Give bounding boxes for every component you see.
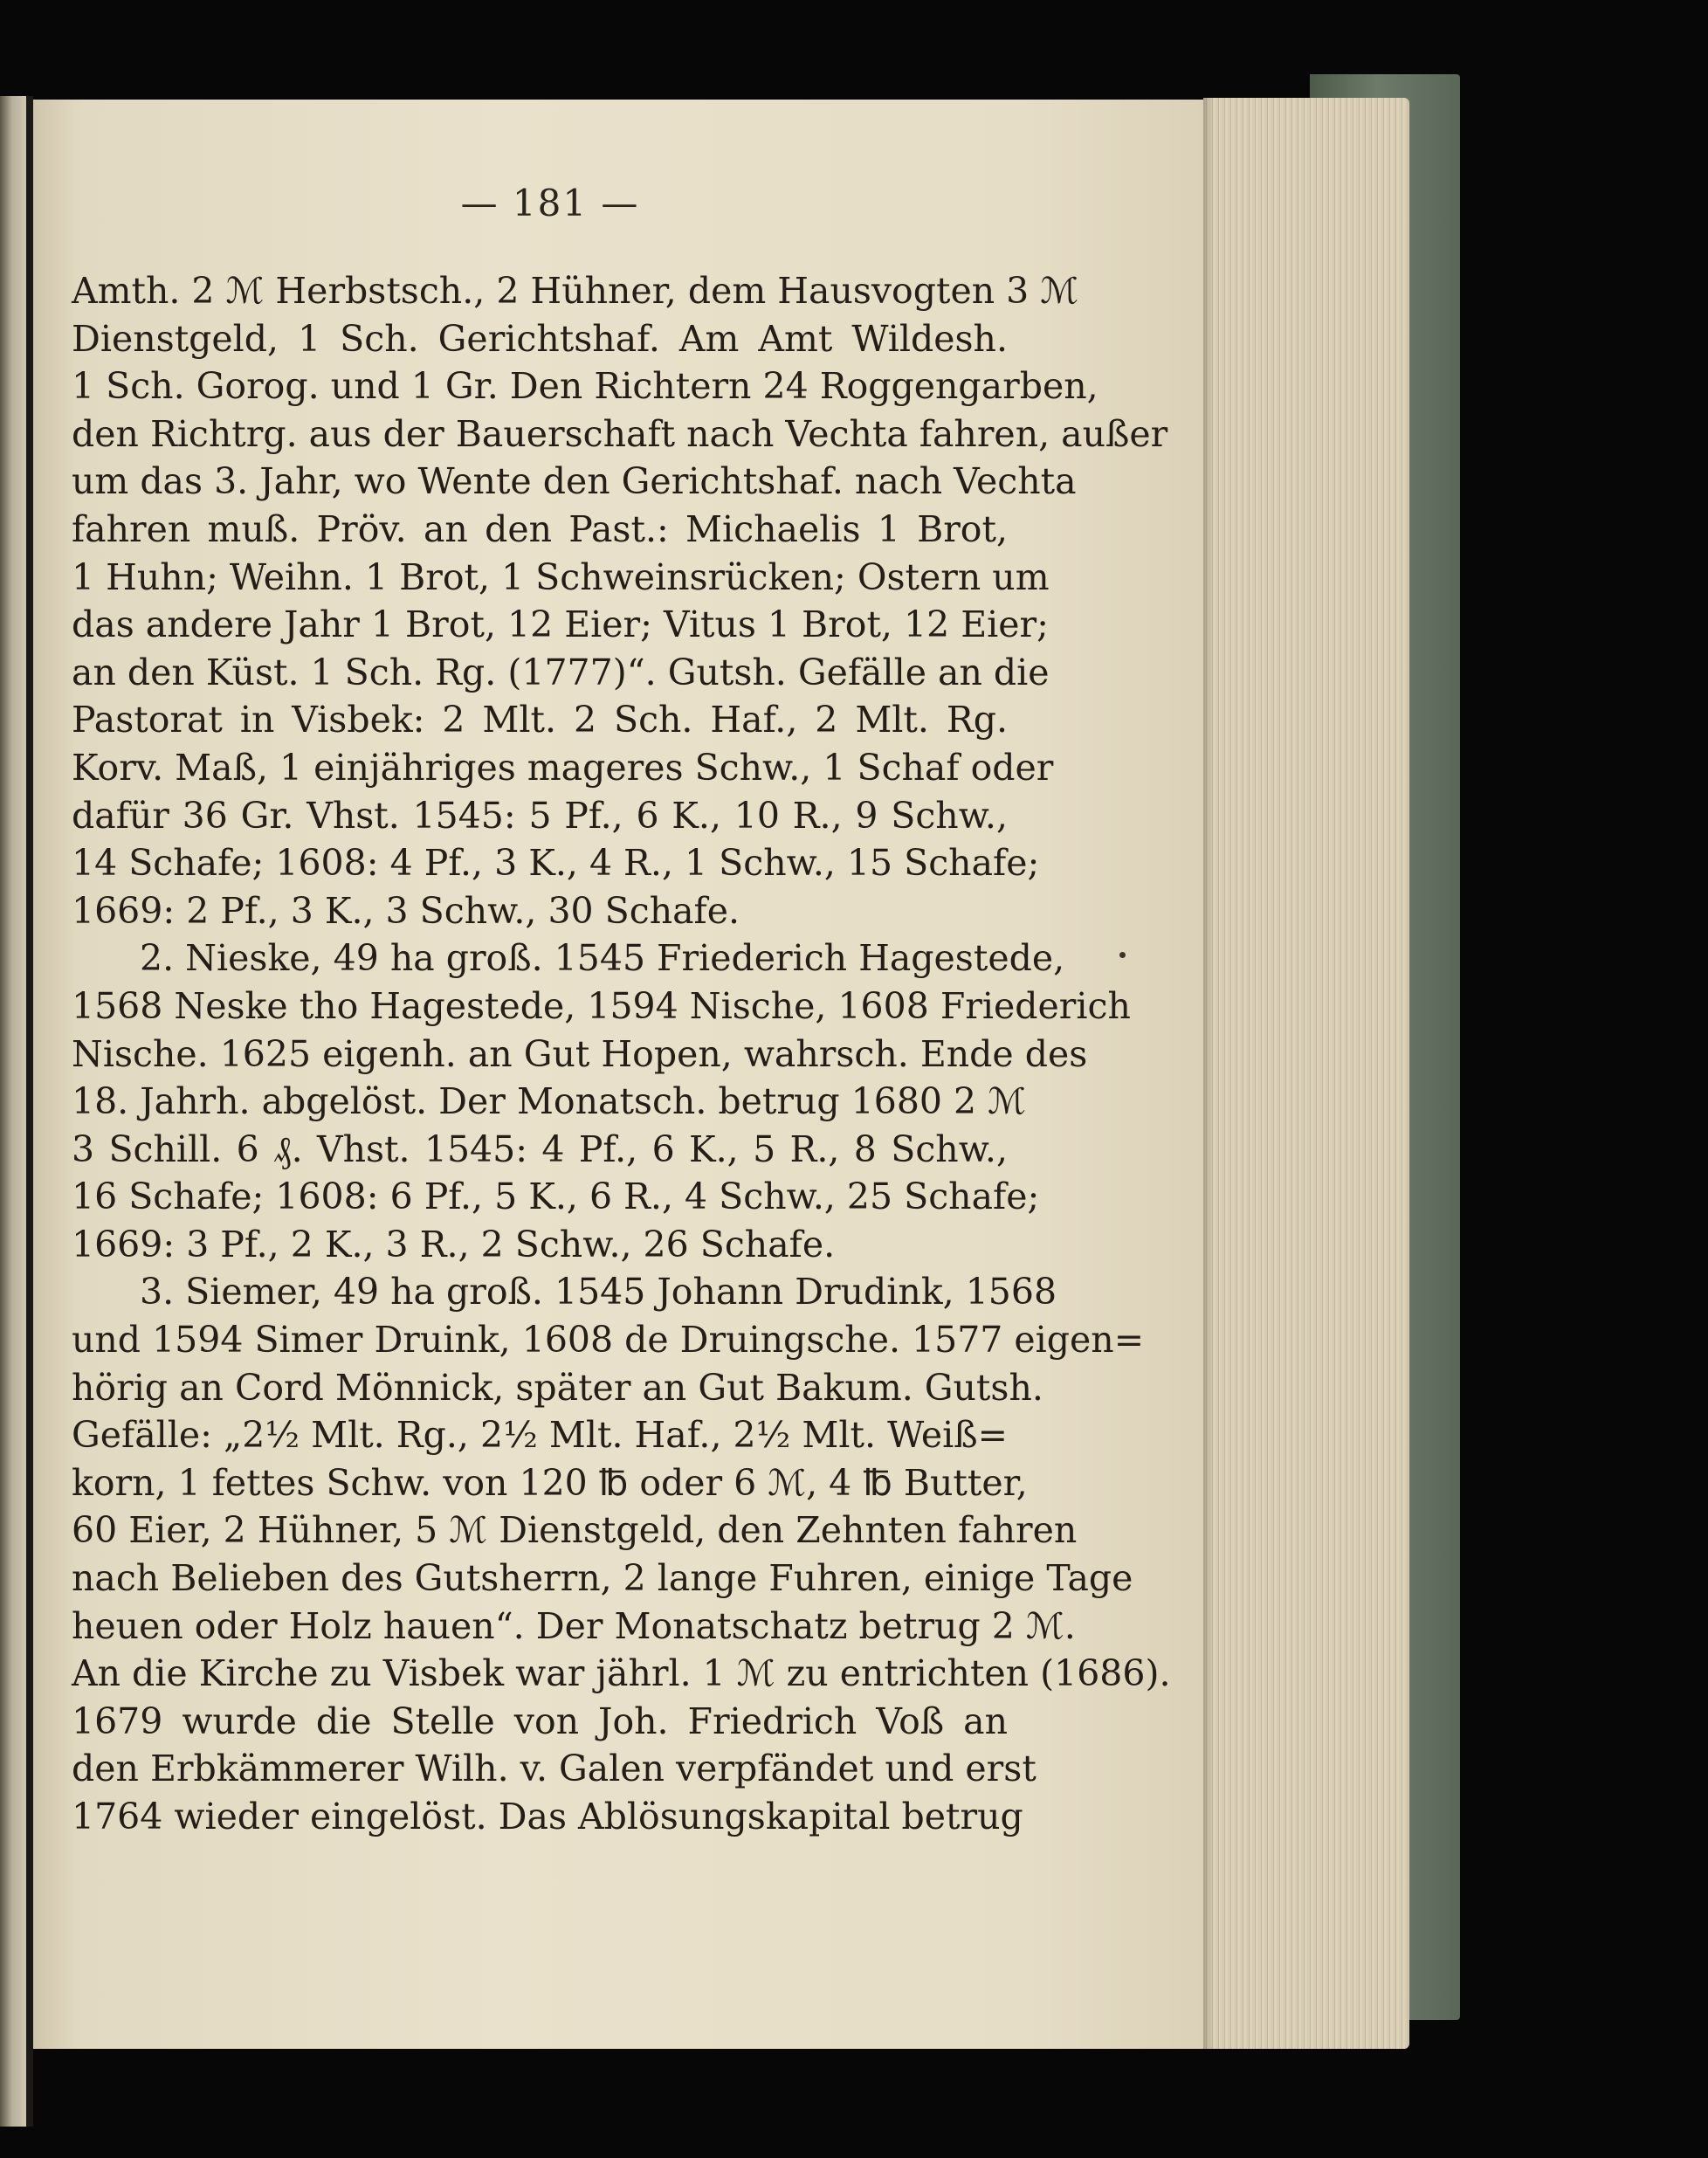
text-line: und 1594 Simer Druink, 1608 de Druingsche. 1577 eigen= — [72, 1319, 1145, 1362]
page-number: — 181 — — [460, 182, 640, 224]
text-line: 1669: 2 Pf., 3 K., 3 Schw., 30 Schafe. — [72, 889, 740, 932]
text-line: das andere Jahr 1 Brot, 12 Eier; Vitus 1 Brot, 12 Eier; — [72, 603, 1049, 646]
text-line: Amth. 2 ℳ Herbstsch., 2 Hühner, dem Hausvogten 3 ℳ — [72, 270, 1079, 312]
text-line: den Erbkämmerer Wilh. v. Galen verpfändet und erst — [72, 1748, 1037, 1790]
text-line: 2. Nieske, 49 ha groß. 1545 Friederich Hagestede, — [140, 937, 1065, 980]
text-line: 1679 wurde die Stelle von Joh. Friedrich Voß an — [72, 1700, 1008, 1742]
page-block-edge — [1203, 98, 1409, 2049]
text-line: 3. Siemer, 49 ha groß. 1545 Johann Drudink, 1568 — [140, 1271, 1057, 1313]
left-page-strip — [0, 96, 30, 2127]
text-line: heuen oder Holz hauen“. Der Monatschatz betrug 2 ℳ. — [72, 1604, 1076, 1647]
text-line: den Richtrg. aus der Bauerschaft nach Vechta fahren, außer — [72, 412, 1168, 455]
text-line: 1764 wieder eingelöst. Das Ablösungskapital betrug — [72, 1796, 1023, 1837]
text-line: 18. Jahrh. abgelöst. Der Monatsch. betrug 1680 2 ℳ — [72, 1080, 1027, 1123]
text-line: 14 Schafe; 1608: 4 Pf., 3 K., 4 R., 1 Schw., 15 Schafe; — [72, 842, 1040, 885]
text-line: Dienstgeld, 1 Sch. Gerichtshaf. Am Amt Wildesh. — [72, 317, 1008, 360]
text-line: an den Küst. 1 Sch. Rg. (1777)“. Gutsh. Gefälle an die — [72, 651, 1050, 693]
text-line: Korv. Maß, 1 einjähriges mageres Schw., 1 Schaf oder — [72, 746, 1054, 789]
text-line: um das 3. Jahr, wo Wente den Gerichtshaf. nach Vechta — [72, 460, 1077, 503]
text-line: 3 Schill. 6 ₰. Vhst. 1545: 4 Pf., 6 K., 5 R., 8 Schw., — [72, 1127, 1008, 1170]
text-line: 1 Sch. Gorog. und 1 Gr. Den Richtern 24 Roggengarben, — [72, 365, 1098, 408]
body-text — [72, 267, 1171, 1841]
text-line: An die Kirche zu Visbek war jährl. 1 ℳ zu entrichten (1686). — [72, 1652, 1171, 1695]
text-line: Nische. 1625 eigenh. an Gut Hopen, wahrsch. Ende des — [72, 1032, 1088, 1075]
text-line: nach Belieben des Gutsherrn, 2 lange Fuhren, einige Tage — [72, 1557, 1133, 1600]
text-line: Gefälle: „2½ Mlt. Rg., 2½ Mlt. Haf., 2½ Mlt. Weiß= — [72, 1414, 1008, 1457]
gutter-shadow — [26, 96, 33, 2127]
text-line: korn, 1 fettes Schw. von 120 ℔ oder 6 ℳ, 4 ℔ Butter, — [72, 1461, 1028, 1504]
text-line: fahren muß. Pröv. an den Past.: Michaelis 1 Brot, — [72, 507, 1008, 550]
text-line: 60 Eier, 2 Hühner, 5 ℳ Dienstgeld, den Zehnten fahren — [72, 1509, 1078, 1552]
text-line: 16 Schafe; 1608: 6 Pf., 5 K., 6 R., 4 Schw., 25 Schafe; — [72, 1176, 1040, 1218]
text-line: Pastorat in Visbek: 2 Mlt. 2 Sch. Haf., 2 Mlt. Rg. — [72, 699, 1008, 741]
text-line: dafür 36 Gr. Vhst. 1545: 5 Pf., 6 K., 10 R., 9 Schw., — [72, 794, 1008, 837]
text-line: 1568 Neske tho Hagestede, 1594 Nische, 1608 Friederich — [72, 984, 1131, 1027]
text-line: 1669: 3 Pf., 2 K., 3 R., 2 Schw., 26 Schafe. — [72, 1223, 836, 1265]
text-line: 1 Huhn; Weihn. 1 Brot, 1 Schweinsrücken; Ostern um — [72, 555, 1050, 598]
text-line: hörig an Cord Mönnick, später an Gut Bakum. Gutsh. — [72, 1366, 1043, 1409]
ink-speck — [1119, 952, 1126, 958]
page-block-shadow — [1203, 98, 1214, 2049]
